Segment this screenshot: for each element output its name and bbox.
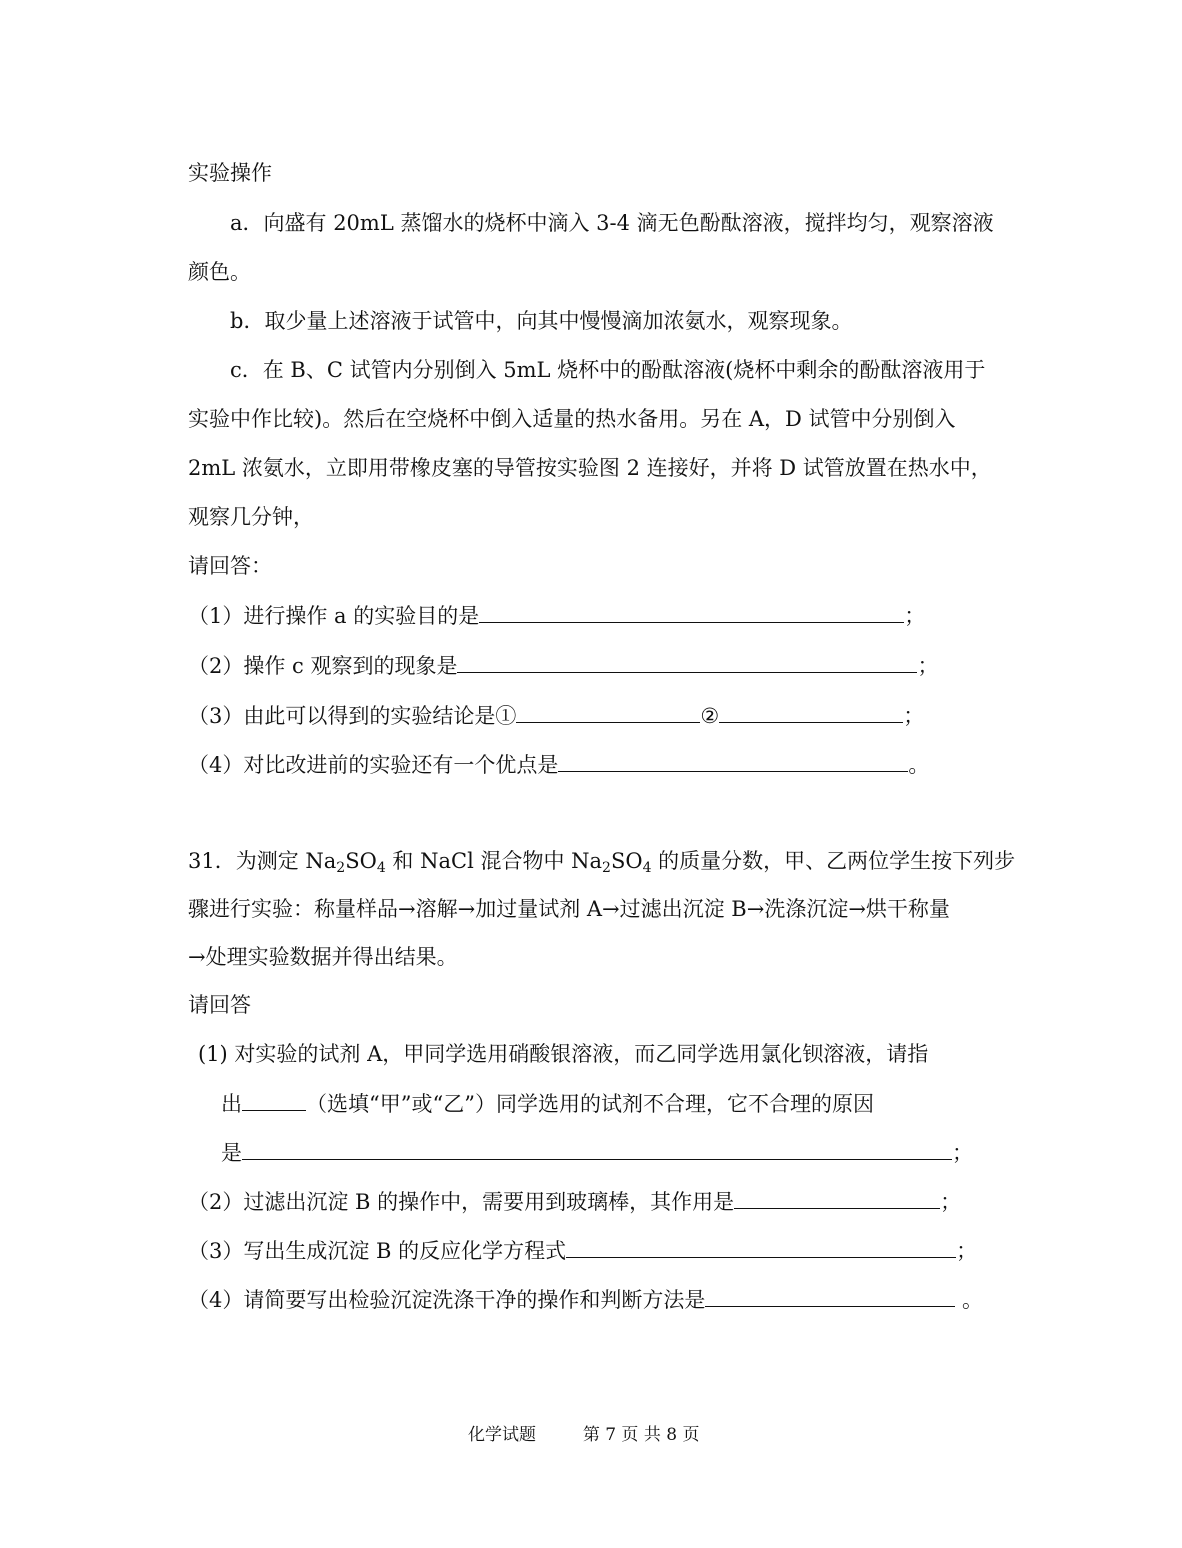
q31-intro-text: SO — [610, 849, 643, 873]
q30-item-4 — [188, 749, 929, 780]
answer-blank[interactable] — [242, 1088, 306, 1111]
step-c-line1: c．在 B、C 试管内分别倒入 5mL 烧杯中的酚酞溶液(烧杯中剩余的酚酞溶液用于 — [230, 358, 986, 382]
answer-blank-2[interactable] — [719, 700, 903, 723]
page-footer — [468, 1420, 699, 1445]
q31-item-2-text: （2）过滤出沉淀 B 的操作中，需要用到玻璃棒，其作用是 — [188, 1190, 735, 1214]
q30-item-1-suffix: ； — [904, 604, 926, 628]
q31-item-1-text: 是 — [221, 1141, 242, 1165]
q30-item-3 — [188, 700, 924, 731]
answer-blank[interactable] — [479, 600, 904, 623]
q30-item-2-text: （2）操作 c 观察到的现象是 — [188, 654, 458, 678]
q31-item-1-line3 — [221, 1137, 973, 1168]
q31-item-3-suffix: ； — [956, 1239, 978, 1263]
q31-item-2 — [188, 1186, 961, 1217]
step-c-line3: 2mL 浓氨水，立即用带橡皮塞的导管按实验图 2 连接好，并将 D 试管放置在热水中， — [188, 456, 992, 480]
q30-item-3-mid: ② — [700, 704, 720, 728]
q31-intro-line1 — [188, 846, 1015, 876]
q31-item-4 — [188, 1284, 983, 1315]
q31-item-3-text: （3）写出生成沉淀 B 的反应化学方程式 — [188, 1239, 567, 1263]
q31-item-1-text: 出 — [221, 1092, 242, 1116]
answer-blank[interactable] — [457, 650, 917, 673]
q31-intro-line2: 骤进行实验：称量样品→溶解→加过量试剂 A→过滤出沉淀 B→洗涤沉淀→烘干称量 — [188, 897, 950, 921]
subscript: 2 — [336, 860, 346, 876]
q31-intro-text: 31．为测定 Na — [188, 849, 337, 873]
q30-item-3-text: （3）由此可以得到的实验结论是① — [188, 704, 517, 728]
q31-intro-text: 和 NaCl 混合物中 Na — [385, 849, 603, 873]
q30-item-3-suffix: ； — [903, 704, 925, 728]
q31-item-1-suffix: ； — [952, 1141, 973, 1165]
q30-item-2-suffix: ； — [917, 654, 939, 678]
q30-item-1 — [188, 600, 925, 631]
q31-item-4-text: （4）请简要写出检验沉淀洗涤干净的操作和判断方法是 — [188, 1288, 706, 1312]
step-c-line4: 观察几分钟， — [188, 505, 314, 529]
subscript: 2 — [602, 860, 611, 876]
step-c-line2: 实验中作比较)。然后在空烧杯中倒入适量的热水备用。另在 A，D 试管中分别倒入 — [188, 407, 956, 431]
q31-item-3 — [188, 1235, 977, 1266]
subscript: 4 — [642, 860, 652, 876]
answer-blank[interactable] — [566, 1235, 956, 1258]
step-b: b．取少量上述溶液于试管中，向其中慢慢滴加浓氨水，观察现象。 — [230, 309, 853, 333]
q31-item-4-suffix: 。 — [955, 1288, 984, 1312]
q31-intro-text: SO — [345, 849, 377, 873]
subscript: 4 — [376, 860, 386, 876]
step-a-line2: 颜色。 — [188, 260, 251, 284]
q31-item-2-suffix: ； — [940, 1190, 962, 1214]
q30-item-1-text: （1）进行操作 a 的实验目的是 — [188, 604, 480, 628]
footer-subject: 化学试题 — [468, 1425, 536, 1445]
q31-item-1-line1: (1) 对实验的试剂 A，甲同学选用硝酸银溶液，而乙同学选用氯化钡溶液，请指 — [198, 1042, 929, 1066]
please-answer-label: 请回答： — [188, 554, 272, 578]
q30-item-2 — [188, 650, 938, 681]
answer-blank[interactable] — [558, 749, 908, 772]
answer-blank[interactable] — [705, 1284, 955, 1307]
answer-blank[interactable] — [242, 1137, 952, 1160]
q30-item-4-suffix: 。 — [908, 753, 930, 777]
section-heading: 实验操作 — [188, 161, 272, 185]
answer-blank[interactable] — [734, 1186, 940, 1209]
q30-item-4-text: （4）对比改进前的实验还有一个优点是 — [188, 753, 559, 777]
q31-intro-text: 的质量分数，甲、乙两位学生按下列步 — [651, 849, 1016, 873]
q31-intro-line3: →处理实验数据并得出结果。 — [188, 945, 458, 969]
q31-item-1-line2 — [221, 1088, 874, 1119]
step-a-line1: a．向盛有 20mL 蒸馏水的烧杯中滴入 3-4 滴无色酚酞溶液，搅拌均匀，观察溶液 — [230, 211, 994, 235]
footer-page-number: 第 7 页 共 8 页 — [582, 1425, 700, 1445]
q31-item-1-text: （选填“甲”或“乙”）同学选用的试剂不合理，它不合理的原因 — [306, 1092, 874, 1116]
answer-blank-1[interactable] — [516, 700, 700, 723]
q31-please-answer: 请回答 — [188, 993, 251, 1017]
